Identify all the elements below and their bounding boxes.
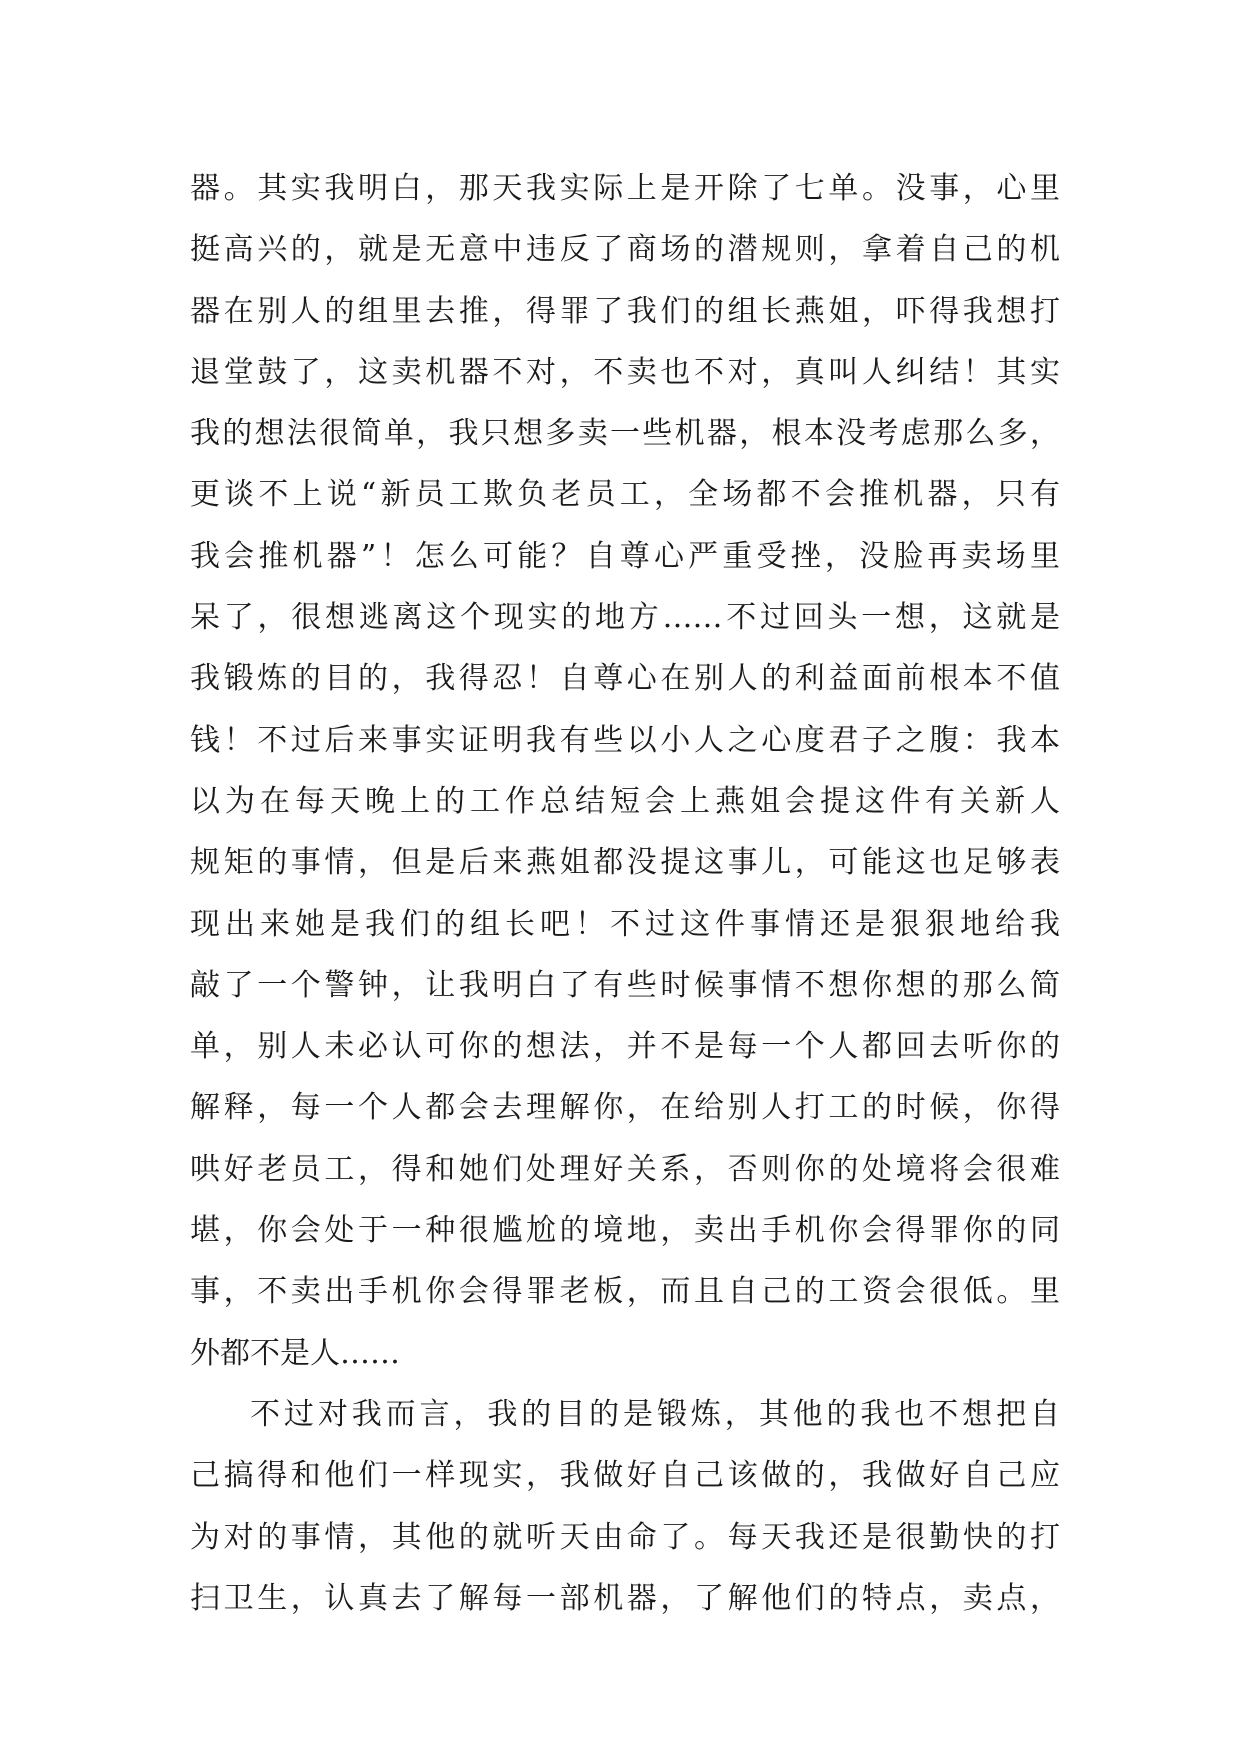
text-line: 器。其实我明白，那天我实际上是开除了七单。没事，心里 [190,171,1060,206]
text-line: 钱！不过后来事实证明我有些以小人之心度君子之腹：我本 [190,722,1060,758]
paragraph-first-line: 不过对我而言，我的目的是锻炼，其他的我也不想把自 [250,1396,1060,1432]
text-line: 我会推机器”！怎么可能？自尊心严重受挫，没脸再卖场里 [190,538,1060,574]
text-line: 器在别人的组里去推，得罪了我们的组长燕姐，吓得我想打 [190,293,1060,329]
text-line: 退堂鼓了，这卖机器不对，不卖也不对，真叫人纠结！其实 [190,354,1060,390]
text-line: 为对的事情，其他的就听天由命了。每天我还是很勤快的打 [190,1519,1060,1555]
text-line: 我的想法很简单，我只想多卖一些机器，根本没考虑那么多， [190,416,1060,452]
text-line: 扫卫生，认真去了解每一部机器，了解他们的特点，卖点， [190,1580,1060,1616]
body-text [190,158,1060,1629]
text-line: 规矩的事情，但是后来燕姐都没提这事儿，可能这也足够表 [190,845,1060,881]
text-line: 堪，你会处于一种很尴尬的境地，卖出手机你会得罪你的同 [190,1213,1060,1249]
text-line: 呆了，很想逃离这个现实的地方……不过回头一想，这就是 [190,600,1060,636]
text-line: 己搞得和他们一样现实，我做好自己该做的，我做好自己应 [190,1458,1060,1494]
text-line: 哄好老员工，得和她们处理好关系，否则你的处境将会很难 [190,1151,1060,1187]
text-line: 更谈不上说“新员工欺负老员工，全场都不会推机器，只有 [190,477,1060,513]
text-line: 事，不卖出手机你会得罪老板，而且自己的工资会很低。里 [190,1274,1060,1310]
text-line: 挺高兴的，就是无意中违反了商场的潜规则，拿着自己的机 [190,232,1060,268]
text-line: 以为在每天晚上的工作总结短会上燕姐会提这件有关新人 [190,783,1060,819]
paragraph-end-line: 外都不是人…… [190,1335,400,1371]
text-line: 我锻炼的目的，我得忍！自尊心在别人的利益面前根本不值 [190,661,1060,697]
text-line: 单，别人未必认可你的想法，并不是每一个人都回去听你的 [190,1029,1060,1065]
text-line: 解释，每一个人都会去理解你，在给别人打工的时候，你得 [190,1090,1060,1126]
text-line: 现出来她是我们的组长吧！不过这件事情还是狠狠地给我 [190,906,1060,942]
text-line: 敲了一个警钟，让我明白了有些时候事情不想你想的那么简 [190,967,1060,1003]
